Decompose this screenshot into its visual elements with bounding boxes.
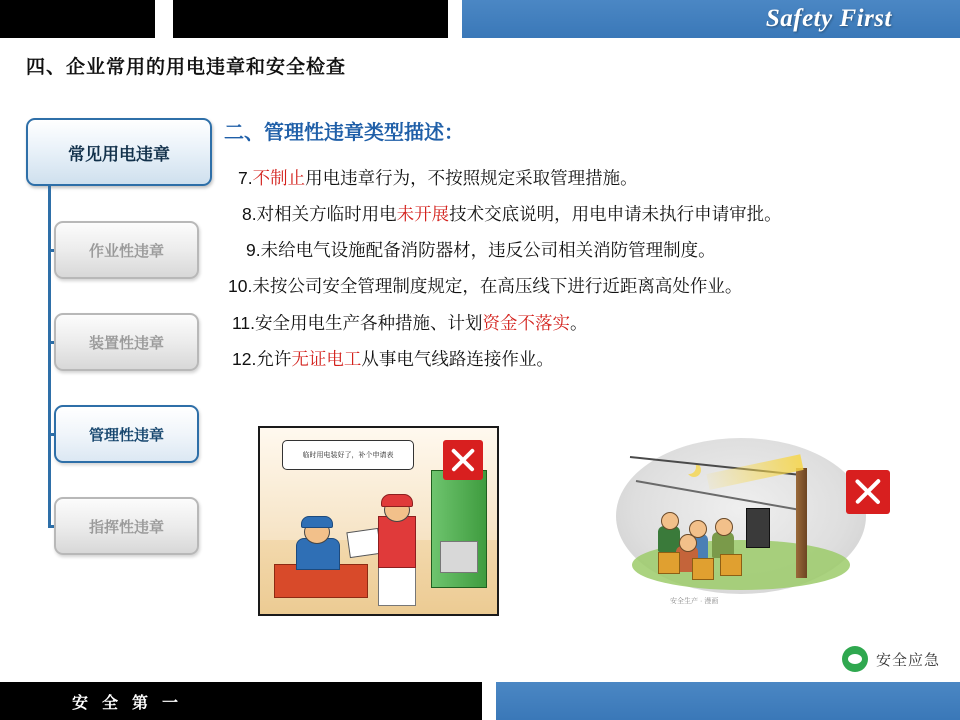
stool-2 — [692, 558, 714, 580]
diagram-node-command[interactable]: 指挥性违章 — [54, 497, 199, 555]
banner-black-block-left — [0, 0, 155, 38]
application-form-paper — [346, 528, 381, 558]
worker-standing-body — [378, 516, 416, 568]
electrical-cabinet-icon — [431, 470, 487, 588]
item-post: 技术交底说明，用电申请未执行申请审批。 — [449, 204, 782, 225]
violation-type-diagram — [26, 118, 226, 558]
diagram-node-management[interactable]: 管理性违章 — [54, 405, 199, 463]
bottom-bar — [0, 682, 960, 720]
diagram-root-node[interactable]: 常见用电违章 — [26, 118, 212, 186]
item-pre: 允许 — [256, 348, 292, 369]
item-highlight: 无证电工 — [291, 348, 362, 369]
item-number: 7. — [238, 168, 253, 188]
worker-standing-legs — [378, 564, 416, 606]
page-title: 四、企业常用的用电违章和安全检查 — [26, 57, 347, 78]
item-number: 11. — [232, 312, 256, 333]
illustration-temporary-power — [258, 426, 499, 616]
item-post: 从事电气线路连接作业。 — [361, 348, 554, 369]
footer-gap — [482, 682, 496, 720]
banner-black-block-mid — [173, 0, 448, 38]
wechat-badge — [842, 646, 940, 672]
content-title: 二、管理性违章类型描述： — [224, 122, 464, 144]
footer-slogan: 安 全 第 一 — [72, 695, 184, 712]
worker-cap-icon — [301, 516, 333, 528]
list-item — [228, 237, 928, 264]
worker-hair — [381, 494, 413, 507]
item-number: 12. — [232, 348, 257, 369]
item-number: 10. — [228, 276, 253, 297]
worker-head-4 — [679, 534, 697, 552]
footer-blue-block — [496, 682, 960, 720]
banner-gap-mid — [448, 0, 462, 38]
wechat-label: 安全应急 — [875, 651, 940, 669]
diagram-connector-vertical — [48, 186, 51, 526]
item-highlight: 不制止 — [252, 168, 306, 188]
item-pre: 对相关方临时用电 — [256, 204, 397, 225]
diagram-node-operational[interactable]: 作业性违章 — [54, 221, 199, 279]
item-post: 。 — [570, 312, 588, 333]
red-x-icon — [443, 440, 483, 480]
item-number: 8. — [242, 204, 257, 225]
list-item — [228, 165, 928, 192]
list-item — [228, 201, 928, 228]
wechat-icon — [842, 646, 868, 672]
item-highlight: 资金不落实 — [482, 312, 571, 333]
diagram-node-equipment[interactable]: 装置性违章 — [54, 313, 199, 371]
violation-list — [228, 165, 928, 382]
item-pre: 安全用电生产各种措施、计划 — [255, 312, 483, 333]
top-banner — [0, 0, 960, 38]
item-number: 9. — [246, 240, 261, 261]
utility-pole — [796, 468, 807, 578]
banner-title: Safety First — [765, 5, 892, 32]
illustration-high-voltage-work — [600, 422, 900, 612]
speech-bubble: 临时用电装好了，补个申请表 — [282, 440, 414, 470]
list-item — [228, 346, 928, 373]
red-x-icon — [846, 470, 890, 514]
stool-1 — [658, 552, 680, 574]
list-item — [228, 310, 928, 337]
item-highlight: 未开展 — [396, 204, 450, 225]
worker-head-3 — [715, 518, 733, 536]
banner-gap-left — [155, 0, 173, 38]
item-pre: 未按公司安全管理制度规定，在高压线下进行近距离高处作业。 — [252, 276, 743, 297]
item-post: 用电违章行为，不按照规定采取管理措施。 — [305, 168, 638, 188]
list-item — [228, 273, 928, 300]
stool-3 — [720, 554, 742, 576]
illustration-signature: 安全生产 · 漫画 — [670, 598, 719, 605]
electrical-box — [746, 508, 770, 548]
worker-head-1 — [661, 512, 679, 530]
item-pre: 未给电气设施配备消防器材，违反公司相关消防管理制度。 — [260, 240, 716, 261]
